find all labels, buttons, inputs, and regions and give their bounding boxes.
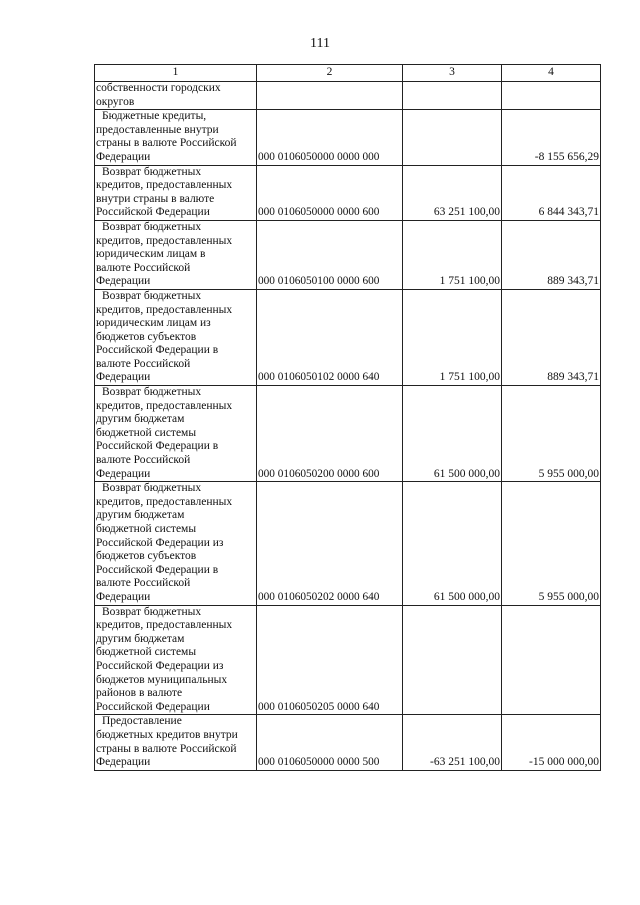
header-col-2: 2 bbox=[257, 65, 403, 82]
table-row bbox=[95, 110, 601, 165]
row-name-line: Возврат бюджетных bbox=[102, 482, 202, 495]
row-name-line: другим бюджетам bbox=[96, 632, 185, 645]
table-header-row bbox=[95, 65, 601, 82]
row-name-line: валюте Российской bbox=[96, 357, 191, 370]
row-code-cell: 000 0106050000 0000 600 bbox=[257, 165, 403, 220]
table-row bbox=[95, 165, 601, 220]
row-name-line: Российской Федерации bbox=[96, 206, 210, 219]
row-name-line: округов bbox=[96, 95, 135, 108]
table-row bbox=[95, 386, 601, 482]
page-number: 111 bbox=[310, 36, 330, 51]
row-name-line: кредитов, предоставленных bbox=[96, 399, 233, 412]
row-name-line: Возврат бюджетных bbox=[102, 220, 202, 233]
row-name-cell bbox=[95, 289, 257, 385]
row-name-line: страны в валюте Российской bbox=[96, 137, 237, 150]
row-name-line: Федерации bbox=[96, 275, 151, 288]
row-col3-cell: 61 500 000,00 bbox=[403, 482, 502, 605]
row-name-line: валюте Российской bbox=[96, 261, 191, 274]
header-col-4: 4 bbox=[502, 65, 601, 82]
row-name-line: Федерации bbox=[96, 590, 151, 603]
row-name-line: Федерации bbox=[96, 150, 151, 163]
row-code-cell bbox=[257, 82, 403, 110]
row-name-cell bbox=[95, 605, 257, 715]
row-code-cell: 000 0106050202 0000 640 bbox=[257, 482, 403, 605]
row-name-line: Российской Федерации из bbox=[96, 536, 224, 549]
row-name-line: Возврат бюджетных bbox=[102, 605, 202, 618]
row-name-cell bbox=[95, 482, 257, 605]
row-name-line: Возврат бюджетных bbox=[102, 289, 202, 302]
row-name-line: бюджетной системы bbox=[96, 646, 197, 659]
row-col4-cell: -8 155 656,29 bbox=[502, 110, 601, 165]
row-name-line: Российской Федерации bbox=[96, 700, 210, 713]
row-col4-cell: 5 955 000,00 bbox=[502, 482, 601, 605]
row-name-line: внутри страны в валюте bbox=[96, 192, 215, 205]
row-name-line: бюджетов субъектов bbox=[96, 330, 197, 343]
row-code-cell: 000 0106050100 0000 600 bbox=[257, 220, 403, 289]
row-name-line: бюджетных кредитов внутри bbox=[96, 728, 238, 741]
row-col3-cell bbox=[403, 110, 502, 165]
row-name-line: бюджетной системы bbox=[96, 523, 197, 535]
row-name-line: Федерации bbox=[96, 756, 151, 769]
table-row bbox=[95, 220, 601, 289]
table-body bbox=[95, 82, 601, 771]
row-name-line: Российской Федерации из bbox=[96, 659, 224, 672]
table-row bbox=[95, 82, 601, 110]
row-name-line: юридическим лицам в bbox=[96, 248, 206, 261]
row-name-cell bbox=[95, 82, 257, 110]
row-col3-cell bbox=[403, 82, 502, 110]
row-name-line: кредитов, предоставленных bbox=[96, 619, 233, 632]
budget-table bbox=[94, 64, 601, 771]
row-name-cell bbox=[95, 165, 257, 220]
row-col4-cell: 5 955 000,00 bbox=[502, 386, 601, 482]
row-code-cell: 000 0106050102 0000 640 bbox=[257, 289, 403, 385]
row-name-line: другим бюджетам bbox=[96, 413, 185, 426]
table-row bbox=[95, 605, 601, 715]
row-col3-cell: 63 251 100,00 bbox=[403, 165, 502, 220]
row-name-cell bbox=[95, 110, 257, 165]
table-row bbox=[95, 289, 601, 385]
row-name-line: Предоставление bbox=[102, 715, 182, 728]
row-col4-cell: 889 343,71 bbox=[502, 289, 601, 385]
row-name-line: собственности городских bbox=[96, 82, 221, 94]
header-col-3: 3 bbox=[403, 65, 502, 82]
row-code-cell: 000 0106050000 0000 500 bbox=[257, 715, 403, 770]
row-col3-cell: -63 251 100,00 bbox=[403, 715, 502, 770]
row-name-line: валюте Российской bbox=[96, 454, 191, 467]
row-name-line: другим бюджетам bbox=[96, 509, 185, 522]
row-name-line: Российской Федерации в bbox=[96, 563, 219, 576]
row-name-line: валюте Российской bbox=[96, 577, 191, 590]
table-row bbox=[95, 715, 601, 770]
row-name-cell bbox=[95, 220, 257, 289]
row-name-line: Федерации bbox=[96, 371, 151, 384]
header-col-1: 1 bbox=[95, 65, 257, 82]
row-name-line: Российской Федерации в bbox=[96, 440, 219, 453]
row-col3-cell: 1 751 100,00 bbox=[403, 220, 502, 289]
row-name-line: Бюджетные кредиты, bbox=[102, 110, 207, 123]
row-name-cell bbox=[95, 715, 257, 770]
row-name-line: кредитов, предоставленных bbox=[96, 234, 233, 247]
row-col4-cell: 889 343,71 bbox=[502, 220, 601, 289]
row-col4-cell: 6 844 343,71 bbox=[502, 165, 601, 220]
row-name-line: Федерации bbox=[96, 467, 151, 480]
row-name-line: предоставленные внутри bbox=[96, 123, 219, 136]
row-name-line: бюджетов субъектов bbox=[96, 550, 197, 563]
row-name-line: кредитов, предоставленных bbox=[96, 303, 233, 316]
row-name-line: бюджетов муниципальных bbox=[96, 673, 228, 686]
row-name-line: бюджетной системы bbox=[96, 426, 197, 439]
row-name-line: юридическим лицам из bbox=[96, 317, 211, 330]
row-col3-cell: 61 500 000,00 bbox=[403, 386, 502, 482]
row-col3-cell bbox=[403, 605, 502, 715]
row-name-line: районов в валюте bbox=[96, 687, 183, 700]
row-code-cell: 000 0106050200 0000 600 bbox=[257, 386, 403, 482]
row-name-line: Возврат бюджетных bbox=[102, 386, 202, 399]
row-name-line: кредитов, предоставленных bbox=[96, 179, 233, 192]
row-col4-cell: -15 000 000,00 bbox=[502, 715, 601, 770]
row-col3-cell: 1 751 100,00 bbox=[403, 289, 502, 385]
row-name-line: страны в валюте Российской bbox=[96, 742, 237, 755]
row-code-cell: 000 0106050000 0000 000 bbox=[257, 110, 403, 165]
table-row bbox=[95, 482, 601, 605]
row-col4-cell bbox=[502, 82, 601, 110]
row-name-line: кредитов, предоставленных bbox=[96, 495, 233, 508]
row-name-line: Возврат бюджетных bbox=[102, 165, 202, 178]
row-name-cell bbox=[95, 386, 257, 482]
row-col4-cell bbox=[502, 605, 601, 715]
row-name-line: Российской Федерации в bbox=[96, 344, 219, 357]
row-code-cell: 000 0106050205 0000 640 bbox=[257, 605, 403, 715]
